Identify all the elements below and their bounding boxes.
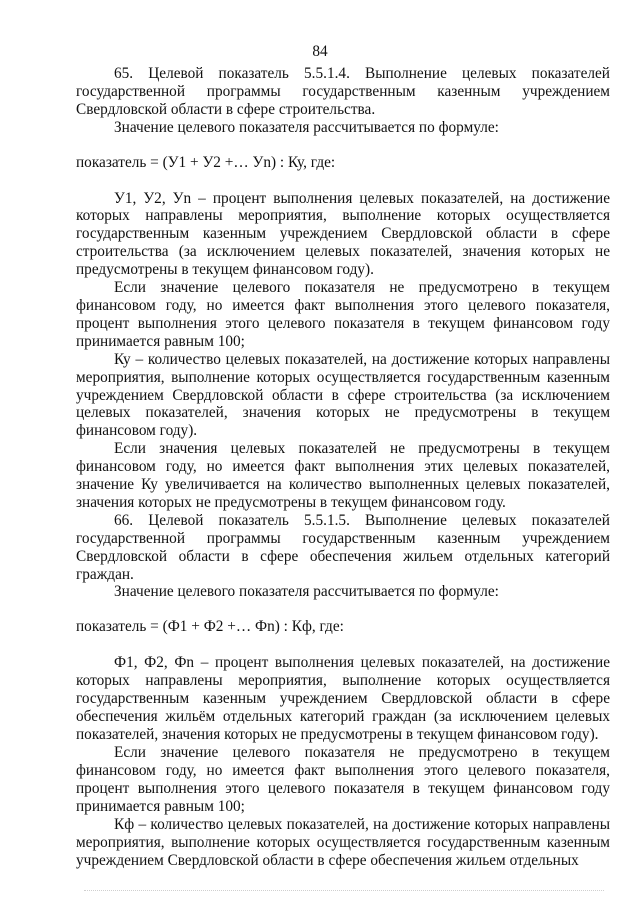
note-y-not-planned: Если значение целевого показателя не предусмотрено в текущем финансовом году, но имеется факт выполнения этого целевого показателя, процент выполнения этого целевого показателя в текущем финансовом году принимается равным 100; [76, 279, 610, 350]
formula-1: показатель = (У1 + У2 +… Уn) : Ку, где: [76, 153, 336, 171]
document-body [76, 65, 610, 870]
item-66-heading-line: 66. Целевой показатель 5.5.1.5. Выполнение целевых показателей [114, 511, 610, 529]
definition-kf: Кф – количество целевых показателей, на достижение которых направлены мероприятия, выполнение которых осуществляется государственным казенным учреждением Свердловской области в сфере обеспечения жильем отдельных [76, 816, 610, 870]
formula-intro-2: Значение целевого показателя рассчитывается по формуле: [114, 583, 499, 601]
item-65-heading-line: 65. Целевой показатель 5.5.1.4. Выполнение целевых показателей [114, 65, 610, 82]
formula-2: показатель = (Ф1 + Ф2 +… Фn) : Кф, где: [76, 618, 344, 636]
definition-f: Ф1, Ф2, Фn – процент выполнения целевых показателей, на достижение которых направлены мероприятия, выполнение которых осуществляется государственным казенным учреждением Свердловской области в сфере обеспечения жильём отдельных категорий граждан (за исключением целевых показателей, значения которых не предусмотрены в текущем финансовом году). [76, 654, 610, 743]
item-65-heading-rest: государственной программы государственным казенным учреждением Свердловской области в сфере строительства. [76, 82, 610, 118]
definition-ky: Ку – количество целевых показателей, на достижение которых направлены мероприятия, выполнение которых осуществляется государственным казенным учреждением Свердловской области в сфере строительства (за исключением целевых показателей, значения которых не предусмотрены в текущем финансовом году). [76, 350, 610, 440]
definition-y: У1, У2, Уn – процент выполнения целевых показателей, на достижение которых направлены мероприятия, выполнение которых осуществляется государственным казенным учреждением Свердловской области в сфере строительства (за исключением целевых показателей, значения которых не предусмотрены в текущем финансовом году). [76, 189, 610, 279]
page-number: 84 [312, 43, 328, 60]
item-66-heading-rest: государственной программы государственным казенным учреждением Свердловской области в сфере обеспечения жильем отдельных категорий граждан. [76, 529, 610, 583]
note-f-not-planned: Если значение целевого показателя не предусмотрено в текущем финансовом году, но имеется факт выполнения этого целевого показателя, процент выполнения этого целевого показателя в текущем финансовом году принимается равным 100; [76, 743, 610, 815]
formula-intro-1: Значение целевого показателя рассчитывается по формуле: [114, 118, 499, 136]
note-ky-not-planned: Если значения целевых показателей не предусмотрены в текущем финансовом году, но имеется факт выполнения этих целевых показателей, значение Ку увеличивается на количество выполненных целевых показателей, значения которых не предусмотрены в текущем финансовом году. [76, 440, 610, 511]
scan-artifact-line [84, 890, 604, 894]
